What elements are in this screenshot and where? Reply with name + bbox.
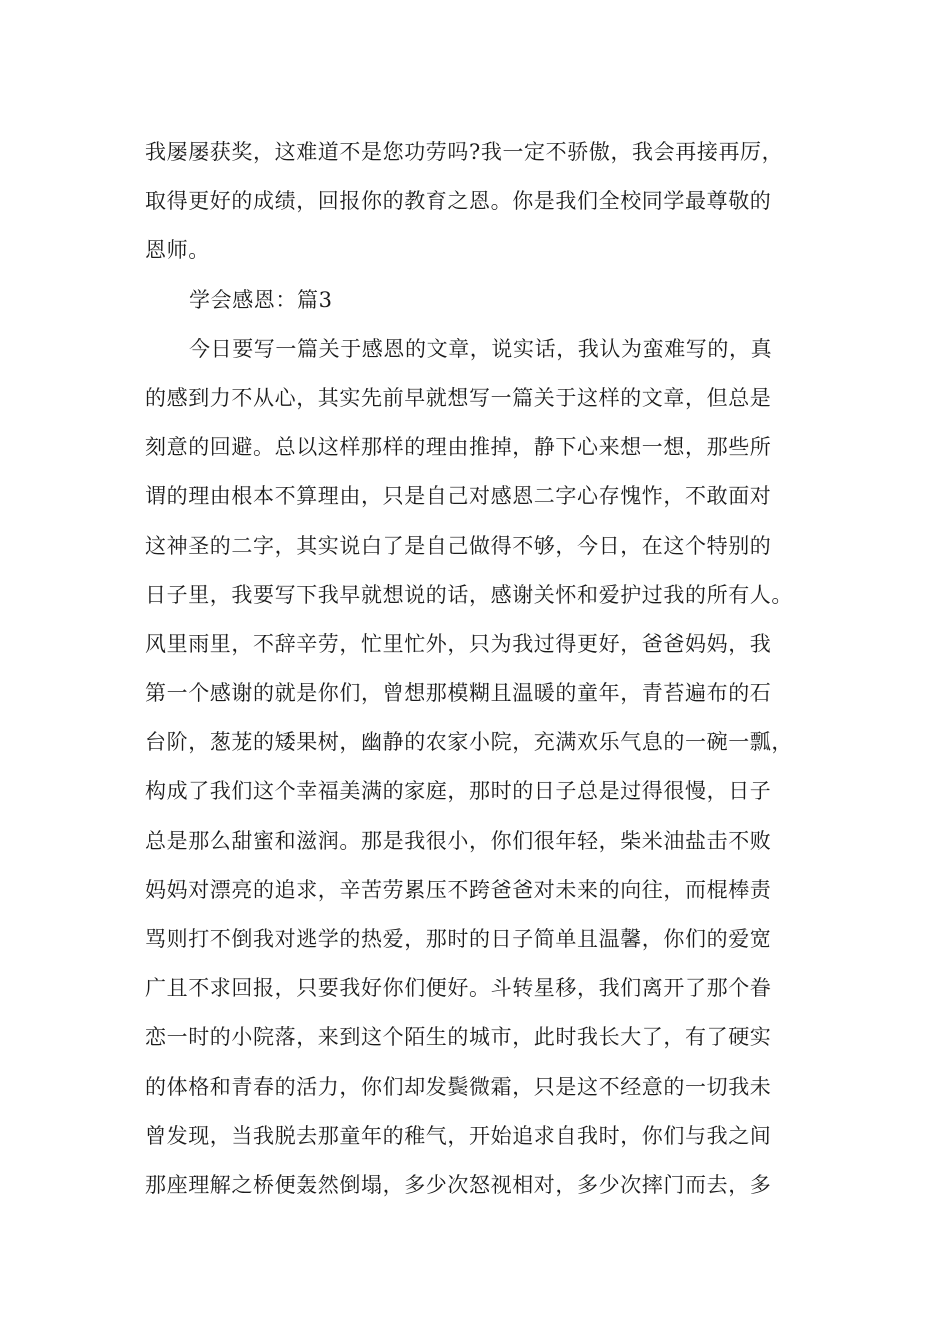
section-heading: 学会感恩：篇3 — [189, 287, 333, 312]
text-line: 曾发现，当我脱去那童年的稚气，开始追求自我时，你们与我之间 — [145, 1123, 772, 1148]
text-line: 第一个感谢的就是你们，曾想那模糊且温暖的童年，青苔遍布的石 — [145, 681, 772, 706]
text-line: 妈妈对漂亮的追求，辛苦劳累压不跨爸爸对未来的向往，而棍棒责 — [145, 877, 772, 902]
text-line: 恩师。 — [145, 238, 210, 263]
text-line: 的感到力不从心，其实先前早就想写一篇关于这样的文章，但总是 — [145, 385, 772, 410]
text-line: 的体格和青春的活力，你们却发鬓微霜，只是这不经意的一切我未 — [145, 1074, 772, 1099]
text-line: 刻意的回避。总以这样那样的理由推掉，静下心来想一想，那些所 — [145, 435, 772, 460]
text-line: 取得更好的成绩，回报你的教育之恩。你是我们全校同学最尊敬的 — [145, 189, 772, 214]
text-line: 骂则打不倒我对逃学的热爱，那时的日子简单且温馨，你们的爱宽 — [145, 927, 772, 951]
text-line: 今日要写一篇关于感恩的文章，说实话，我认为蛮难写的，真 — [189, 336, 773, 361]
text-line: 谓的理由根本不算理由，只是自己对感恩二字心存愧怍，不敢面对 — [145, 484, 772, 509]
text-line: 风里雨里，不辞辛劳，忙里忙外，只为我过得更好，爸爸妈妈，我 — [145, 631, 772, 656]
text-line: 日子里，我要写下我早就想说的话，感谢关怀和爱护过我的所有人。 — [145, 582, 793, 607]
text-line: 我屡屡获奖，这难道不是您功劳吗?我一定不骄傲，我会再接再厉， — [145, 140, 784, 164]
text-line: 台阶，葱茏的矮果树，幽静的农家小院，充满欢乐气息的一碗一瓢， — [145, 730, 793, 755]
text-line: 恋一时的小院落，来到这个陌生的城市，此时我长大了，有了硬实 — [145, 1025, 772, 1050]
body-text — [145, 128, 825, 1210]
text-line: 构成了我们这个幸福美满的家庭，那时的日子总是过得很慢，日子 — [145, 779, 772, 804]
text-line: 这神圣的二字，其实说白了是自己做得不够，今日，在这个特别的 — [145, 533, 772, 558]
text-line: 总是那么甜蜜和滋润。那是我很小，你们很年轻，柴米油盐击不败 — [145, 828, 772, 853]
text-line: 广且不求回报，只要我好你们便好。斗转星移，我们离开了那个眷 — [145, 976, 772, 1001]
text-line: 那座理解之桥便轰然倒塌，多少次怒视相对，多少次摔门而去，多 — [145, 1172, 772, 1197]
